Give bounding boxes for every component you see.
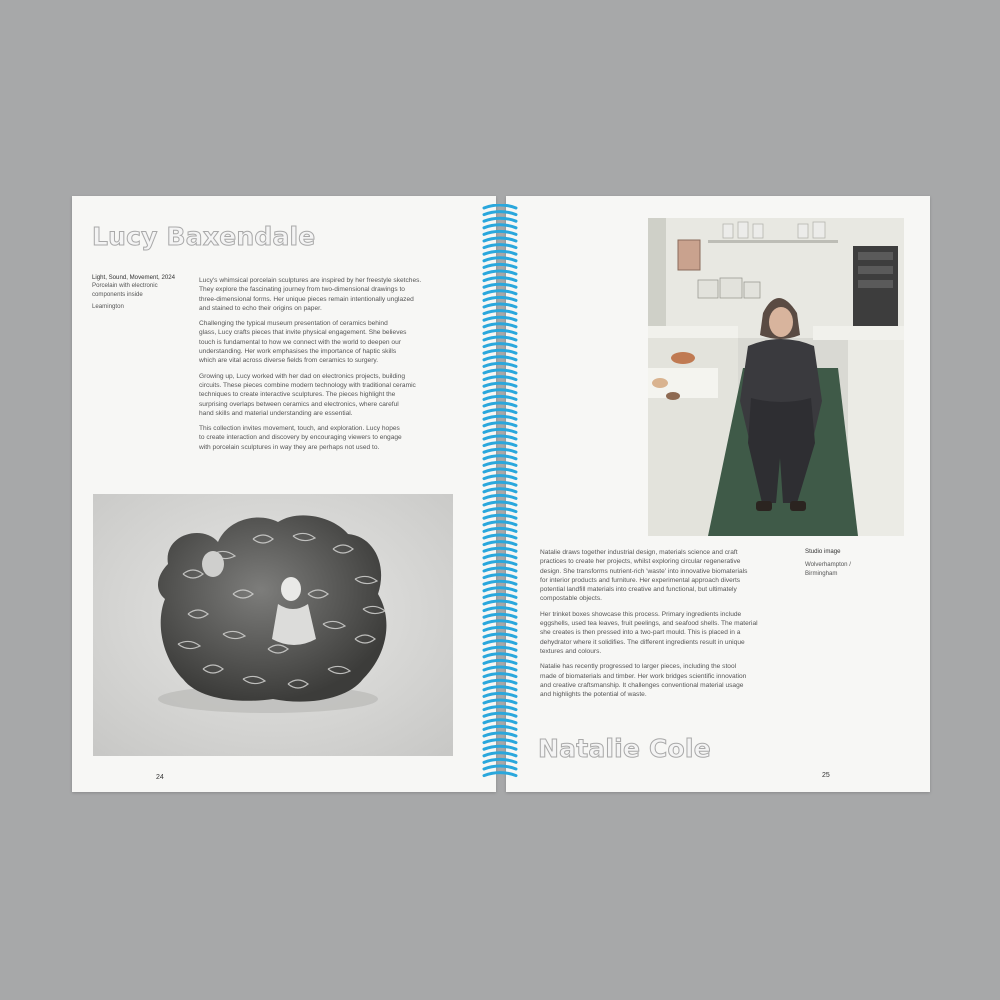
natalie-paragraph-2: Her trinket boxes showcase this process. Primary ingredients include eggshells, used tea leaves, fruit peelings, and seafood shells. The material she creates is then pressed into a two-part mould. This is placed in a dehydrator where it solidifies. The different ingredients result in unique textures and colours.: [540, 610, 758, 655]
spiral-binding-icon: [480, 204, 520, 784]
studio-caption-location-2: Birmingham: [805, 569, 838, 577]
natalie-paragraph-3: Natalie has recently progressed to larger pieces, including the stool made of biomaterials and timber. Her work bridges scientific innovation and creative craftsmanship. It challenges conventional material usage and highlights the potential of waste.: [540, 663, 747, 699]
artist-bio: [199, 276, 489, 458]
bio-paragraph-4: This collection invites movement, touch, and exploration. Lucy hopes to create interaction and discovery by encouraging viewers to engage with porcelain sculptures in way they are perhaps not used to.: [199, 425, 402, 451]
natalie-paragraph-1: Natalie draws together industrial design, materials science and craft practices to create her projects, whilst exploring circular regenerative design. She transforms nutrient-rich 'waste' into innovative biomaterials for interior products and furniture. Her experimental approach diverts potential landfill materials into creative and functional, but ultimately compostable objects.: [540, 549, 748, 603]
sculpture-photo: [93, 494, 453, 756]
bio-paragraph-1: Lucy's whimsical porcelain sculptures are inspired by her freestyle sketches. They explore the fascinating journey from two-dimensional drawings to three-dimensional forms. Her unique pieces remain intentionally unglazed and stained to echo their origins on paper.: [199, 277, 422, 312]
caption-medium-line-1: Porcelain with electronic: [92, 282, 158, 290]
right-page: [506, 196, 930, 792]
bio-paragraph-2: Challenging the typical museum presentation of ceramics behind glass, Lucy crafts pieces that invite physical engagement. She believes touch is fundamental to how we connect with the world to deepen our understanding. Her work emphasises the importance of haptic skills which are vital across diverse fields from ceramics to surgery.: [199, 320, 407, 365]
page-number-right: 25: [822, 772, 830, 779]
left-page: [72, 196, 496, 792]
natalie-bio: [540, 548, 802, 705]
natalie-name-title: Natalie Cole: [538, 734, 711, 763]
page-number-left: 24: [156, 774, 164, 781]
caption-location: Leamington: [92, 303, 124, 311]
studio-photo: [648, 218, 904, 536]
studio-caption-location-1: Wolverhampton /: [805, 561, 851, 569]
artwork-caption: [92, 274, 192, 312]
artist-name-title: Lucy Baxendale: [92, 222, 316, 251]
studio-caption-title: Studio image: [805, 548, 841, 555]
studio-caption: [805, 548, 905, 578]
caption-medium-line-2: components inside: [92, 290, 143, 298]
caption-title: Light, Sound, Movement, 2024: [92, 274, 175, 281]
bio-paragraph-3: Growing up, Lucy worked with her dad on electronics projects, building circuits. These pieces combine modern technology with traditional ceramic techniques to create interactive sculptures. The pieces highlight the surprising overlaps between ceramics and electronics, where careful hand skills and material understanding are essential.: [199, 372, 416, 417]
